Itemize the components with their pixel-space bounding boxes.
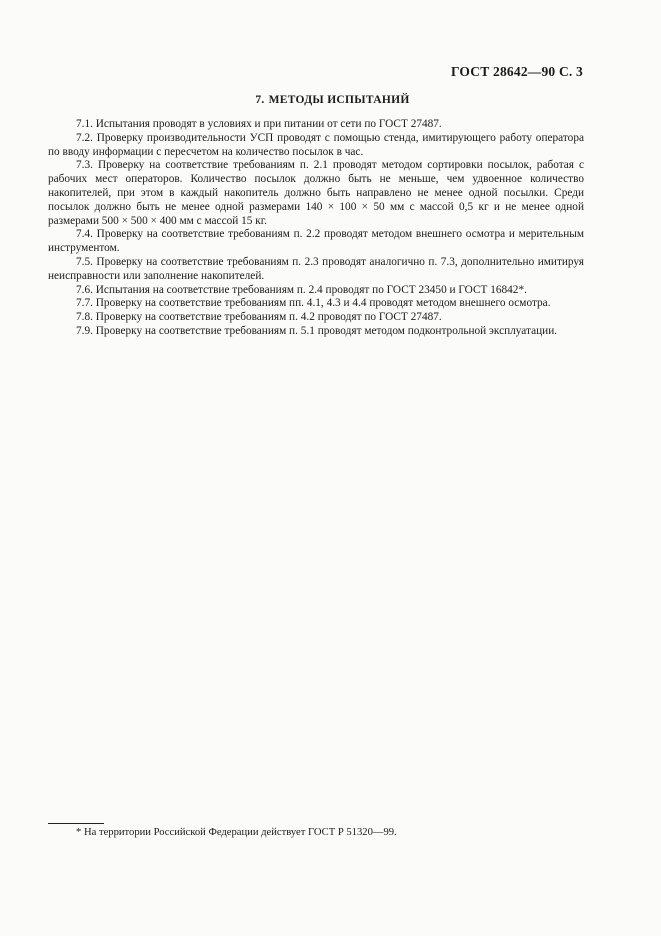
paragraph-7-6: 7.6. Испытания на соответствие требованиям п. 2.4 проводят по ГОСТ 23450 и ГОСТ 16842*. [76, 283, 527, 296]
paragraph-7-8: 7.8. Проверку на соответствие требованиям п. 4.2 проводят по ГОСТ 27487. [76, 311, 442, 324]
paragraph-7-9: 7.9. Проверку на соответствие требованиям п. 5.1 проводят методом подконтрольной эксплуатации. [76, 324, 558, 337]
section-title [0, 94, 661, 106]
section-title-text: МЕТОДЫ ИСПЫТАНИЙ [268, 94, 410, 106]
paragraph-7-3: 7.3. Проверку на соответствие требованиям п. 2.1 проводят методом сортировки посылок, работая с рабочих мест операторов. Количество посылок должно быть не меньше, чем удвоенное количество накопителей, при этом в каждый накопитель должно быть направлено не менее одной посылки. Среди посылок должно быть не менее одной размерами 140 × 100 × 50 мм с массой 0,5 кг и не менее одной размерами 500 × 500 × 400 мм с массой 15 кг. [48, 159, 584, 227]
footnote-divider [48, 823, 104, 824]
footnote: * На территории Российской Федерации действует ГОСТ Р 51320—99. [76, 827, 397, 838]
section-number: 7. [255, 94, 265, 106]
paragraph-7-2: 7.2. Проверку производительности УСП проводят с помощью стенда, имитирующего работу оператора по вводу информации с пересчетом на количество посылок в час. [48, 131, 584, 158]
section-body [48, 118, 584, 339]
paragraph-7-5: 7.5. Проверку на соответствие требованиям п. 2.3 проводят аналогично п. 7.3, дополнительно имитируя неисправности или заполнение накопителей. [48, 255, 584, 282]
paragraph-7-7: 7.7. Проверку на соответствие требованиям пп. 4.1, 4.3 и 4.4 проводят методом внешнего осмотра. [76, 297, 551, 310]
paragraph-7-1: 7.1. Испытания проводят в условиях и при питании от сети по ГОСТ 27487. [76, 118, 442, 130]
paragraph-7-4: 7.4. Проверку на соответствие требованиям п. 2.2 проводят методом внешнего осмотра и мерительным инструментом. [48, 228, 584, 255]
document-header: ГОСТ 28642—90 С. 3 [450, 64, 583, 79]
